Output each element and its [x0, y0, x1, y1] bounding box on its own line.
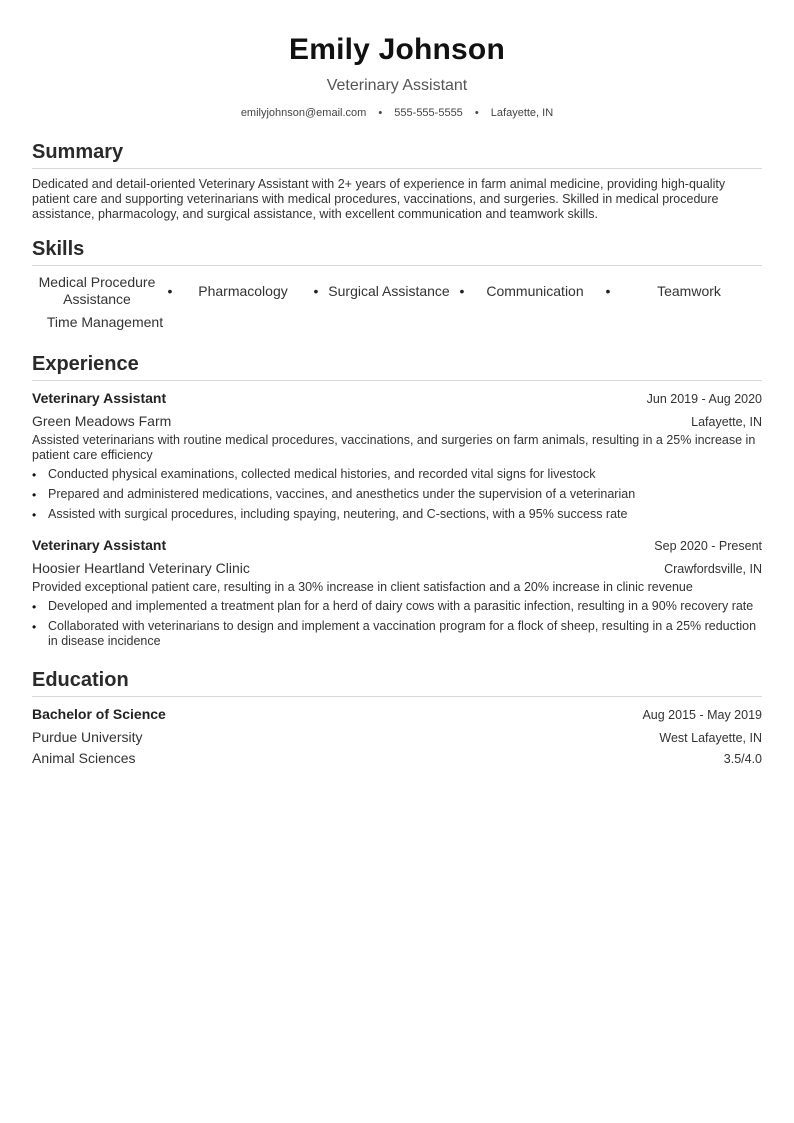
job-dates: Sep 2020 - Present — [654, 539, 762, 553]
bullet-icon: • — [32, 620, 37, 634]
bullet-icon: • — [32, 488, 37, 502]
bullet-text: Conducted physical examinations, collected medical histories, and recorded vital signs for livestock — [48, 467, 596, 481]
summary-heading: Summary — [32, 139, 762, 169]
job-dates: Jun 2019 - Aug 2020 — [646, 392, 762, 406]
list-item — [32, 487, 762, 502]
bullet-icon: • — [32, 508, 37, 522]
job-description: Provided exceptional patient care, resulting in a 30% increase in client satisfaction and a 20% increase in clinic revenue — [32, 580, 693, 594]
skills-section — [32, 236, 762, 337]
education-location: West Lafayette, IN — [659, 731, 762, 745]
candidate-title: Veterinary Assistant — [326, 77, 468, 94]
bullet-text: Prepared and administered medications, vaccines, and anesthetics under the supervision of a veterinarian — [48, 487, 636, 501]
separator-dot: • — [459, 283, 465, 299]
separator-dot: • — [378, 107, 383, 119]
education-section — [32, 667, 762, 769]
education-entry — [32, 705, 762, 769]
education-degree: Bachelor of Science — [32, 706, 166, 722]
candidate-name: Emily Johnson — [289, 33, 505, 66]
separator-dot: • — [167, 283, 173, 299]
job-location: Lafayette, IN — [691, 415, 762, 429]
job-organization: Hoosier Heartland Veterinary Clinic — [32, 560, 250, 576]
bullet-icon: • — [32, 600, 37, 614]
job-organization: Green Meadows Farm — [32, 413, 172, 429]
education-gpa: 3.5/4.0 — [723, 752, 762, 766]
job-entry — [32, 389, 762, 522]
job-role: Veterinary Assistant — [32, 537, 167, 553]
summary-section — [32, 139, 762, 222]
experience-heading: Experience — [32, 351, 762, 381]
contact-location: Lafayette, IN — [490, 107, 554, 119]
skill-item: Time Management — [46, 314, 164, 330]
list-item — [32, 599, 762, 614]
contact-email: emilyjohnson@email.com — [240, 107, 367, 119]
list-item — [32, 507, 762, 522]
list-item — [32, 467, 762, 482]
bullet-text: Collaborated with veterinarians to design and implement a vaccination program for a flock of sheep, resulting in a 25% reduction in disease incidence — [48, 619, 757, 648]
contact-phone: 555-555-5555 — [394, 107, 463, 119]
skills-heading: Skills — [32, 236, 762, 266]
job-role: Veterinary Assistant — [32, 390, 167, 406]
job-description: Assisted veterinarians with routine medical procedures, vaccinations, and surgeries on farm animals, resulting in a 25% increase in patient care efficiency — [32, 433, 756, 462]
separator-dot: • — [474, 107, 479, 119]
education-dates: Aug 2015 - May 2019 — [642, 708, 762, 722]
education-school: Purdue University — [32, 729, 143, 745]
experience-section — [32, 351, 762, 649]
separator-dot: • — [605, 283, 611, 299]
list-item — [32, 619, 762, 649]
separator-dot: • — [313, 283, 319, 299]
job-bullets — [32, 467, 762, 522]
contact-line — [32, 105, 762, 121]
skill-item: Medical Procedure Assistance — [38, 274, 156, 307]
job-entry — [32, 536, 762, 649]
bullet-icon: • — [32, 468, 37, 482]
summary-text: Dedicated and detail-oriented Veterinary Assistant with 2+ years of experience in farm animal medicine, providing high-quality patient care and supporting veterinarians with medical procedures, vaccinations, and surgeries. Skilled in medical procedure assistance, pharmacology, and surgical assistance, with excellent communication and teamwork skills. — [32, 177, 726, 221]
education-field: Animal Sciences — [32, 750, 136, 766]
skill-item: Pharmacology — [198, 282, 288, 299]
resume-header — [32, 30, 762, 121]
skills-list — [32, 274, 762, 337]
skill-item: Communication — [486, 282, 584, 299]
skill-item: Surgical Assistance — [328, 282, 450, 299]
education-heading: Education — [32, 667, 762, 697]
bullet-text: Assisted with surgical procedures, including spaying, neutering, and C-sections, with a 95% success rate — [48, 507, 628, 521]
skill-item: Teamwork — [657, 282, 721, 299]
bullet-text: Developed and implemented a treatment plan for a herd of dairy cows with a parasitic infection, resulting in a 90% recovery rate — [48, 599, 754, 613]
job-location: Crawfordsville, IN — [664, 562, 762, 576]
job-bullets — [32, 599, 762, 649]
